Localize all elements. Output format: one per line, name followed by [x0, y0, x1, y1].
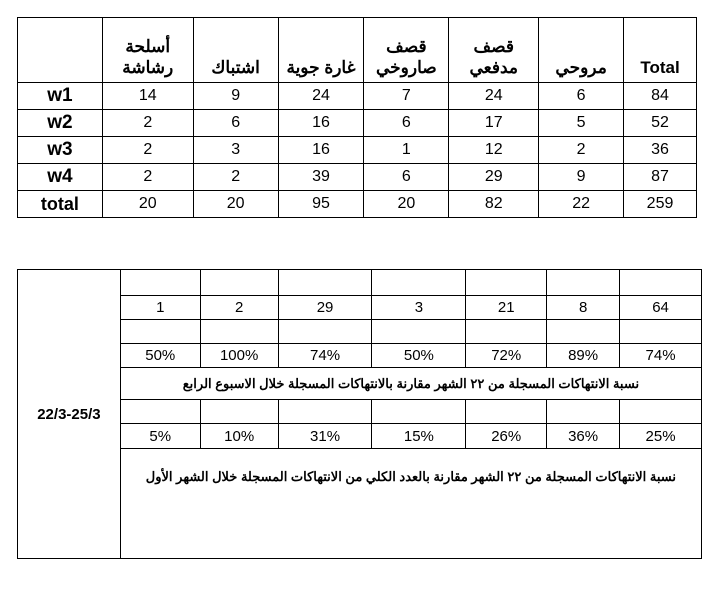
- count-cell: 29: [278, 296, 372, 320]
- value-cell: 24: [278, 83, 364, 110]
- value-cell: 2: [102, 137, 193, 164]
- column-header: Total: [624, 18, 697, 83]
- value-cell: 1: [364, 137, 449, 164]
- count-cell: 21: [466, 296, 547, 320]
- value-cell: 2: [193, 164, 278, 191]
- empty-cell: [200, 400, 278, 424]
- period-table: [17, 269, 702, 559]
- value-cell: 20: [364, 191, 449, 218]
- percent-cell: 10%: [200, 424, 278, 449]
- value-cell: 259: [624, 191, 697, 218]
- count-cell: 8: [547, 296, 620, 320]
- value-cell: 20: [102, 191, 193, 218]
- percent-cell: 36%: [547, 424, 620, 449]
- empty-cell: [278, 270, 372, 296]
- percent-week4-row: [18, 344, 702, 368]
- value-cell: 12: [449, 137, 539, 164]
- count-cell: 2: [200, 296, 278, 320]
- row-label: w4: [18, 164, 103, 191]
- value-cell: 16: [278, 137, 364, 164]
- value-cell: 22: [539, 191, 624, 218]
- column-header: مروحي: [539, 18, 624, 83]
- percent-cell: 25%: [620, 424, 702, 449]
- percent-cell: 15%: [372, 424, 466, 449]
- value-cell: 6: [364, 110, 449, 137]
- count-cell: 64: [620, 296, 702, 320]
- empty-cell: [466, 270, 547, 296]
- empty-cell: [278, 400, 372, 424]
- percent-cell: 5%: [120, 424, 200, 449]
- percent-cell: 50%: [372, 344, 466, 368]
- count-cell: 3: [372, 296, 466, 320]
- percent-cell: 74%: [620, 344, 702, 368]
- column-header: غارة جوية: [278, 18, 364, 83]
- value-cell: 87: [624, 164, 697, 191]
- empty-cell: [466, 320, 547, 344]
- value-cell: 9: [193, 83, 278, 110]
- row-label: w1: [18, 83, 103, 110]
- empty-cell: [278, 320, 372, 344]
- value-cell: 52: [624, 110, 697, 137]
- count-cell: 1: [120, 296, 200, 320]
- row-label: w3: [18, 137, 103, 164]
- row-label: total: [18, 191, 103, 218]
- value-cell: 16: [278, 110, 364, 137]
- column-header: اشتباك: [193, 18, 278, 83]
- empty-cell: [120, 400, 200, 424]
- empty-cell: [372, 320, 466, 344]
- percent-cell: 74%: [278, 344, 372, 368]
- row-label: w2: [18, 110, 103, 137]
- percent-cell: 72%: [466, 344, 547, 368]
- value-cell: 2: [539, 137, 624, 164]
- value-cell: 82: [449, 191, 539, 218]
- value-cell: 24: [449, 83, 539, 110]
- note-vs-week4: نسبة الانتهاكات المسجلة من ٢٢ الشهر مقارنة بالانتهاكات المسجلة خلال الاسبوع الرابع: [120, 368, 701, 400]
- empty-cell: [200, 320, 278, 344]
- empty-cell: [466, 400, 547, 424]
- percent-cell: 26%: [466, 424, 547, 449]
- percent-cell: 100%: [200, 344, 278, 368]
- value-cell: 36: [624, 137, 697, 164]
- percent-cell: 31%: [278, 424, 372, 449]
- value-cell: 9: [539, 164, 624, 191]
- empty-cell: [547, 320, 620, 344]
- value-cell: 20: [193, 191, 278, 218]
- note-vs-month: نسبة الانتهاكات المسجلة من ٢٢ الشهر مقارنة بالعدد الكلي من الانتهاكات المسجلة خلال الشهر الأول: [120, 449, 701, 559]
- empty-cell: [372, 270, 466, 296]
- table-row: [18, 191, 697, 218]
- summary-table: [17, 17, 697, 218]
- value-cell: 6: [193, 110, 278, 137]
- empty-cell: [372, 400, 466, 424]
- empty-cell: [547, 270, 620, 296]
- header-row: [18, 18, 697, 83]
- value-cell: 95: [278, 191, 364, 218]
- date-range-label: 22/3-25/3: [18, 270, 121, 559]
- table-row: [18, 110, 697, 137]
- value-cell: 6: [539, 83, 624, 110]
- column-header: قصف صاروخي: [364, 18, 449, 83]
- percent-month-row: [18, 424, 702, 449]
- counts-row: [18, 296, 702, 320]
- value-cell: 14: [102, 83, 193, 110]
- value-cell: 3: [193, 137, 278, 164]
- value-cell: 29: [449, 164, 539, 191]
- value-cell: 17: [449, 110, 539, 137]
- percent-cell: 50%: [120, 344, 200, 368]
- column-header: أسلحة رشاشة: [102, 18, 193, 83]
- value-cell: 84: [624, 83, 697, 110]
- value-cell: 5: [539, 110, 624, 137]
- value-cell: 2: [102, 110, 193, 137]
- percent-cell: 89%: [547, 344, 620, 368]
- value-cell: 2: [102, 164, 193, 191]
- value-cell: 39: [278, 164, 364, 191]
- table-row: [18, 83, 697, 110]
- column-header: قصف مدفعي: [449, 18, 539, 83]
- empty-cell: [120, 320, 200, 344]
- empty-cell: [120, 270, 200, 296]
- corner-cell: [18, 18, 103, 83]
- empty-cell: [620, 400, 702, 424]
- value-cell: 6: [364, 164, 449, 191]
- empty-cell: [620, 270, 702, 296]
- table-row: [18, 137, 697, 164]
- empty-cell: [200, 270, 278, 296]
- table-row: [18, 164, 697, 191]
- value-cell: 7: [364, 83, 449, 110]
- empty-cell: [547, 400, 620, 424]
- empty-cell: [620, 320, 702, 344]
